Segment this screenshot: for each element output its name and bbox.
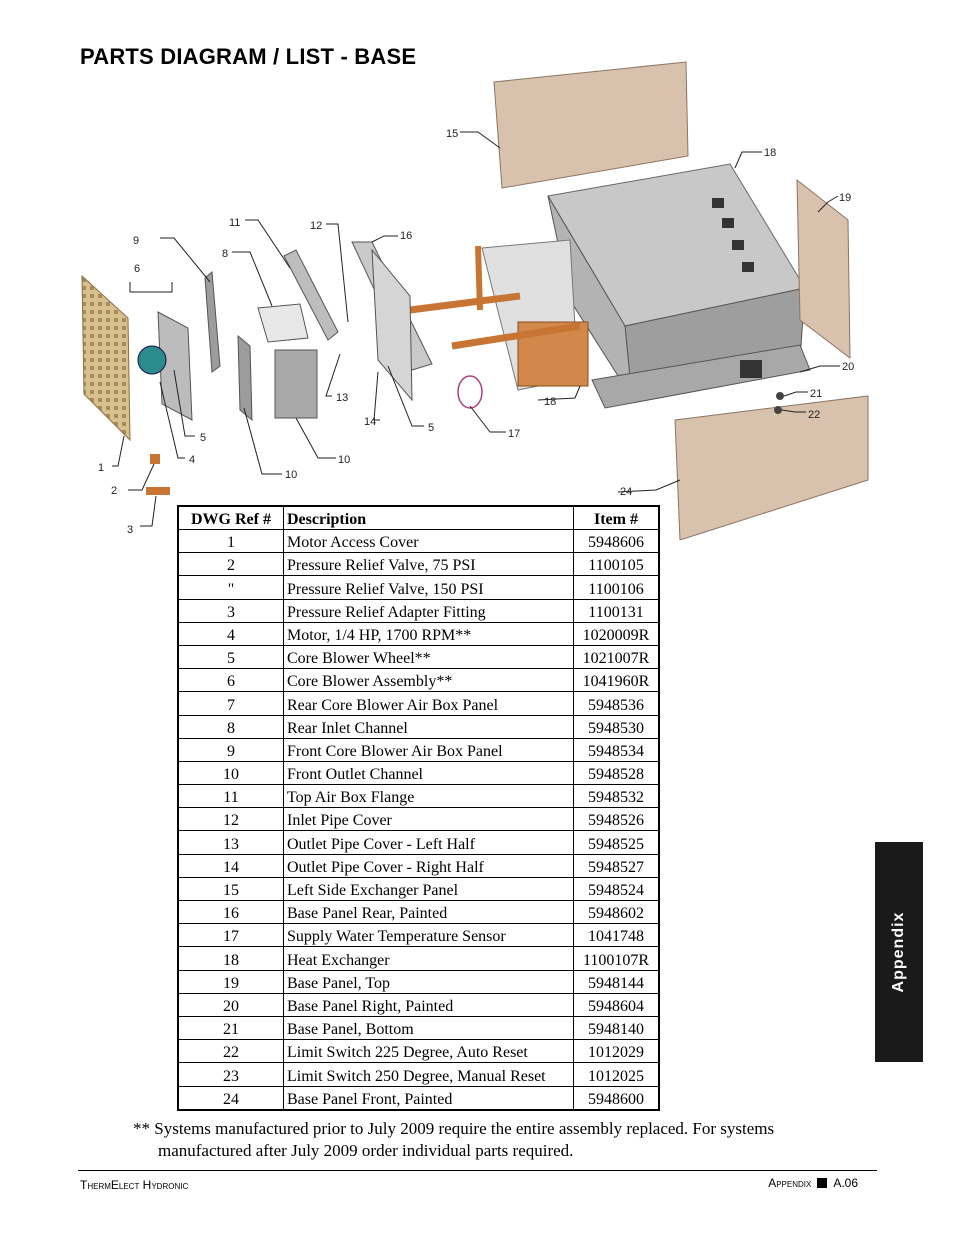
cell-dwg-ref: 7: [178, 692, 284, 715]
cell-description: Limit Switch 225 Degree, Auto Reset: [284, 1040, 574, 1063]
table-row: [178, 993, 659, 1016]
cell-description: Motor Access Cover: [284, 530, 574, 553]
side-tab-label: Appendix: [890, 911, 907, 993]
cell-dwg-ref: ": [178, 576, 284, 599]
cell-item-number: 5948602: [574, 901, 660, 924]
rear-inlet-channel: [258, 304, 308, 342]
limit-switch-250: [774, 406, 782, 414]
cell-item-number: 5948524: [574, 877, 660, 900]
table-row: [178, 692, 659, 715]
appendix-side-tab: [875, 842, 923, 1062]
cell-description: Base Panel, Top: [284, 970, 574, 993]
table-row: [178, 1063, 659, 1086]
vent-slot: [732, 240, 744, 250]
exploded-parts-diagram: [0, 60, 954, 540]
callout-16: 15: [446, 128, 459, 140]
parts-table: [177, 505, 660, 1111]
cell-dwg-ref: 14: [178, 854, 284, 877]
blower-motor: [138, 346, 166, 374]
footnote: [133, 1118, 853, 1162]
callout-4: 4: [189, 454, 196, 466]
cell-item-number: 1012025: [574, 1063, 660, 1086]
header-description: Description: [284, 506, 574, 530]
cell-item-number: 5948528: [574, 761, 660, 784]
callout-14: 14: [364, 416, 377, 428]
cell-description: Core Blower Assembly**: [284, 669, 574, 692]
cell-description: Rear Core Blower Air Box Panel: [284, 692, 574, 715]
pressure-relief-adapter: [146, 487, 170, 495]
table-row: [178, 645, 659, 668]
footnote-line-1: ** Systems manufactured prior to July 2009 require the entire assembly replaced. For systems: [133, 1119, 775, 1138]
cell-item-number: 1100106: [574, 576, 660, 599]
table-row: [178, 970, 659, 993]
table-row: [178, 854, 659, 877]
cell-item-number: 5948527: [574, 854, 660, 877]
cell-dwg-ref: 21: [178, 1016, 284, 1039]
footer-page-info: [768, 1176, 858, 1190]
callout-13: 13: [336, 392, 349, 404]
cell-dwg-ref: 9: [178, 738, 284, 761]
limit-switch-225: [776, 392, 784, 400]
front-core-blower-panel: [238, 336, 252, 420]
base-panel-rear: [494, 62, 688, 188]
cell-dwg-ref: 8: [178, 715, 284, 738]
cell-dwg-ref: 11: [178, 785, 284, 808]
cell-item-number: 1012029: [574, 1040, 660, 1063]
header-dwg-ref: DWG Ref #: [178, 506, 284, 530]
table-row: [178, 715, 659, 738]
callout-18: 18: [544, 396, 557, 408]
callout-5b: 5: [428, 422, 435, 434]
footer-section: Appendix: [768, 1176, 812, 1190]
footer-page-number: A.06: [833, 1176, 858, 1190]
cell-item-number: 5948534: [574, 738, 660, 761]
cell-description: Pressure Relief Adapter Fitting: [284, 599, 574, 622]
cell-item-number: 5948604: [574, 993, 660, 1016]
table-row: [178, 530, 659, 553]
callout-8: 8: [222, 248, 229, 260]
callout-9: 10: [285, 469, 298, 481]
motor-access-cover: [82, 276, 130, 440]
cell-item-number: 5948606: [574, 530, 660, 553]
callout-3: 3: [127, 524, 134, 536]
cell-dwg-ref: 19: [178, 970, 284, 993]
table-row: [178, 738, 659, 761]
cell-description: Pressure Relief Valve, 75 PSI: [284, 553, 574, 576]
cell-dwg-ref: 22: [178, 1040, 284, 1063]
cell-dwg-ref: 24: [178, 1086, 284, 1110]
cell-dwg-ref: 13: [178, 831, 284, 854]
callout-19: 18: [764, 147, 777, 159]
callout-22: 21: [810, 388, 823, 400]
cell-item-number: 1041960R: [574, 669, 660, 692]
cell-dwg-ref: 1: [178, 530, 284, 553]
footnote-line-2: manufactured after July 2009 order individual parts required.: [158, 1141, 574, 1160]
cell-item-number: 5948144: [574, 970, 660, 993]
cell-item-number: 5948530: [574, 715, 660, 738]
callout-15: 16: [400, 230, 413, 242]
cell-dwg-ref: 12: [178, 808, 284, 831]
cell-item-number: 1020009R: [574, 622, 660, 645]
cell-dwg-ref: 10: [178, 761, 284, 784]
cell-item-number: 5948536: [574, 692, 660, 715]
callout-24: 24: [620, 486, 633, 498]
callout-17: 17: [508, 428, 521, 440]
supply-water-temperature-sensor: [458, 376, 482, 408]
callout-12: 12: [310, 220, 323, 232]
table-row: [178, 808, 659, 831]
header-item-number: Item #: [574, 506, 660, 530]
cell-dwg-ref: 15: [178, 877, 284, 900]
cell-description: Outlet Pipe Cover - Right Half: [284, 854, 574, 877]
callout-5: 5: [200, 432, 207, 444]
cell-item-number: 1021007R: [574, 645, 660, 668]
callout-11: 11: [229, 217, 241, 229]
cell-description: Limit Switch 250 Degree, Manual Reset: [284, 1063, 574, 1086]
cell-description: Heat Exchanger: [284, 947, 574, 970]
table-row: [178, 877, 659, 900]
cell-dwg-ref: 20: [178, 993, 284, 1016]
cell-item-number: 1100105: [574, 553, 660, 576]
callout-1: 1: [98, 462, 105, 474]
table-row: [178, 924, 659, 947]
cell-description: Pressure Relief Valve, 150 PSI: [284, 576, 574, 599]
pressure-relief-valve: [150, 454, 160, 464]
callout-23: 22: [808, 409, 821, 421]
cell-dwg-ref: 16: [178, 901, 284, 924]
callout-6: 6: [134, 263, 141, 275]
cell-description: Base Panel, Bottom: [284, 1016, 574, 1039]
cell-item-number: 1100131: [574, 599, 660, 622]
cell-item-number: 5948532: [574, 785, 660, 808]
front-outlet-channel: [275, 350, 317, 418]
cell-description: Supply Water Temperature Sensor: [284, 924, 574, 947]
cell-description: Top Air Box Flange: [284, 785, 574, 808]
cell-description: Base Panel Front, Painted: [284, 1086, 574, 1110]
page-title: PARTS DIAGRAM / LIST - BASE: [80, 44, 417, 69]
vent-slot: [712, 198, 724, 208]
cell-item-number: 5948600: [574, 1086, 660, 1110]
callout-21: 20: [842, 361, 855, 373]
table-row: [178, 901, 659, 924]
cell-dwg-ref: 17: [178, 924, 284, 947]
cell-dwg-ref: 2: [178, 553, 284, 576]
table-row: [178, 785, 659, 808]
cell-description: Left Side Exchanger Panel: [284, 877, 574, 900]
table-row: [178, 553, 659, 576]
table-row: [178, 669, 659, 692]
table-row: [178, 1016, 659, 1039]
cell-dwg-ref: 4: [178, 622, 284, 645]
callout-20: 19: [839, 192, 852, 204]
cell-description: Motor, 1/4 HP, 1700 RPM**: [284, 622, 574, 645]
cell-dwg-ref: 18: [178, 947, 284, 970]
table-row: [178, 1086, 659, 1110]
table-row: [178, 1040, 659, 1063]
cell-dwg-ref: 6: [178, 669, 284, 692]
vent-slot: [722, 218, 734, 228]
cell-item-number: 5948140: [574, 1016, 660, 1039]
cell-description: Core Blower Wheel**: [284, 645, 574, 668]
cell-description: Inlet Pipe Cover: [284, 808, 574, 831]
cell-description: Rear Inlet Channel: [284, 715, 574, 738]
footer-product-name: ThermElect Hydronic: [80, 1178, 189, 1192]
cell-description: Outlet Pipe Cover - Left Half: [284, 831, 574, 854]
pipe-riser: [478, 246, 480, 310]
callout-10: 10: [338, 454, 351, 466]
cell-item-number: 5948525: [574, 831, 660, 854]
cell-dwg-ref: 23: [178, 1063, 284, 1086]
table-row: [178, 576, 659, 599]
table-row: [178, 599, 659, 622]
cell-description: Base Panel Right, Painted: [284, 993, 574, 1016]
cell-item-number: 1100107R: [574, 947, 660, 970]
cell-dwg-ref: 3: [178, 599, 284, 622]
cell-description: Front Outlet Channel: [284, 761, 574, 784]
footer-square-icon: [817, 1178, 827, 1188]
cell-description: Base Panel Rear, Painted: [284, 901, 574, 924]
base-panel-front: [675, 396, 868, 540]
cell-description: Front Core Blower Air Box Panel: [284, 738, 574, 761]
rear-core-blower-panel: [205, 272, 220, 372]
callout-7: 9: [133, 235, 140, 247]
table-header-row: [178, 506, 659, 530]
table-row: [178, 947, 659, 970]
cell-item-number: 5948526: [574, 808, 660, 831]
cell-item-number: 1041748: [574, 924, 660, 947]
vent-slot: [742, 262, 754, 272]
control-bracket: [740, 360, 762, 378]
table-row: [178, 622, 659, 645]
callout-2: 2: [111, 485, 118, 497]
cell-dwg-ref: 5: [178, 645, 284, 668]
table-row: [178, 831, 659, 854]
footer-divider: [78, 1170, 877, 1171]
table-row: [178, 761, 659, 784]
